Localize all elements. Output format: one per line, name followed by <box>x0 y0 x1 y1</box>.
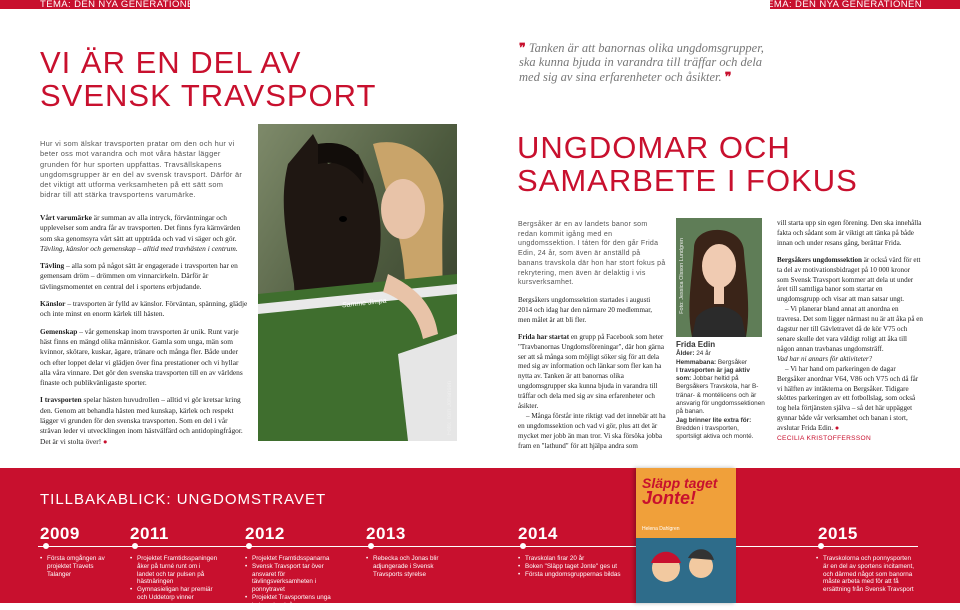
section-tag-right: TEMA: DEN NYA GENERATIONEN <box>760 0 922 10</box>
book-author: Helena Dahlgren <box>642 526 680 532</box>
timeline-items-2014 <box>518 555 628 578</box>
horse-photo <box>258 124 457 441</box>
profile-name: Frida Edin <box>676 340 716 349</box>
timeline-items-2015 <box>816 555 918 594</box>
timeline-dot <box>818 543 824 549</box>
paragraph-startades: Bergsåkers ungdomssektion startades i augusti 2014 och idag har den närmare 20 medlemmar, men målet är att bli fler. <box>518 296 653 324</box>
right-title-line1: UNGDOMAR OCH <box>517 130 791 165</box>
section-tag-left: TEMA: DEN NYA GENERATIONEN <box>40 0 202 10</box>
profile-box <box>676 341 766 442</box>
timeline-dot <box>520 543 526 549</box>
timeline-year-2014: 2014 <box>518 524 558 543</box>
book-cover <box>636 468 736 603</box>
profile-extra: Jag brinner lite extra för: Bredden i travsporten, sportsligt aktiva och monté. <box>676 416 754 441</box>
quote-open-icon: ❞ <box>519 41 529 55</box>
profile-role: I travsporten är jag aktiv som: Jobbar heltid på Bergsåkers Travskola, har B-tränar- & montélicens och är ansvarig för ungdomssektionen på banan. <box>676 366 765 416</box>
profile-age: Ålder: 24 år <box>676 350 711 358</box>
horse-photo-image <box>258 124 457 441</box>
timeline-item: • Gymnasieligan har premiär och Uddetorp vinner <box>130 586 218 602</box>
pull-quote: ❞ Tanken är att banornas olika ungdomsgrupper, ska kunna bjuda in varandra till träffar och dela med sig av sina erfarenheter och åsikter. ❞ <box>519 41 764 84</box>
timeline-item: • Rebecka och Jonas blir adjungerade i Svensk Travsports styrelse <box>366 555 452 578</box>
portrait-photo <box>676 218 762 337</box>
paragraph-varumarke: Vårt varumärke är summan av alla intryck, förväntningar och upplevelser som andra får av travsporten. Det finns fyra kärnvärden som ska genomsyra vårt sätt att uppträda och vad vi säger och gör. Tävling, känslor och gemenskap – alltid med travhästen i centrum. <box>40 213 241 253</box>
left-title-line1: VI ÄR EN DEL AV <box>40 45 302 80</box>
timeline-dot <box>132 543 138 549</box>
timeline-item: • Projektet Framtidsspanarna <box>245 555 337 563</box>
quote-close-icon: ❞ <box>721 69 732 84</box>
timeline-item: • Första ungdomsgruppernas bildas <box>518 571 628 579</box>
paragraph-planerar: – Vi planerar bland annat att anordna en travresa. Det som ligger närmast nu är att åka på en dagstur ner till Gävletravet då de kör V75 och senare skulle det vara väldigt roligt att åka till någon annan travbanas ungdomsträff. <box>777 305 923 353</box>
timeline-item: • Svensk Travsport tar över ansvaret för tävlingsverksamheten i ponnytravet <box>245 563 337 594</box>
left-title-line2: SVENSK TRAVSPORT <box>40 78 377 114</box>
book-title-line2: Jonte! <box>642 488 696 508</box>
left-intro: Hur vi som älskar travsporten pratar om den och hur vi beter oss mot varandra och mot våra hästar lägger grunden för hur sporten uppfattas. Travsällskapens ungdomsgrupper är en del av svensk travsport. Därför är det viktigt att utforma verksamheten på ett sätt som bidrar till att stärka travsportens varumärke. <box>40 139 243 200</box>
timeline-year-2009: 2009 <box>40 524 80 543</box>
timeline-items-2013 <box>366 555 452 578</box>
timeline-year-2011: 2011 <box>130 524 169 543</box>
right-intro: Bergsåker är en av landets banor som redan kommit igång med en ungdomssektion. I táten för den går Frida Edin, 24 år, som även är anställd på banans travskola där hon har stort fokus på rekrytering, men även är delaktig i vis kursverksamhet. <box>518 221 666 287</box>
paragraph-kanslor: Känslor – travsporten är fylld av känslor. Förväntan, spänning, glädje och inte minst en enorm kärlek till hästen. <box>40 299 248 319</box>
timeline-items-2009 <box>40 555 112 578</box>
portrait-photo-credit: Foto: Jessica Olsson Lundgren <box>679 238 685 314</box>
horse-photo-credit: Foto: Tom Johansen <box>447 380 453 435</box>
paragraph-gemenskap: Gemenskap – vår gemenskap inom travsporten är unik. Runt varje häst finns en mängd olika människor. Gamla som unga, män som kvinnor, skötare, kuskar, ägare, tränare och många fler. Både under och efter loppet delar vi glädjen över fina prestationer och vi hyllar alla våra vinnare. Det gör den svenska travsporten till en av världens finaste och publikvänligaste sporter. <box>40 326 243 388</box>
timeline-item: • Projektet Framtidsspaningen åker på turné runt om i landet och tar pulsen på hästnäringen <box>130 555 218 586</box>
paragraph-facebook: Frida har startat en grupp på Facebook som heter "Travbanornas Ungdomsföreningar", där hon gärna ser att så många som möjligt söker sig för att dela med sig av information och länkar som fler kan ha nytta av. Tanken är att banornas olika ungdomsgrupper ska kunna bjuda in varandra till träffar och dela med sig av sina erfarenheter och åsikter. <box>518 332 664 411</box>
portrait-image <box>676 218 762 337</box>
book-title <box>642 476 717 506</box>
right-col1 <box>518 296 666 452</box>
paragraph-bergsaker: Bergsåkers ungdomssektion är också värd för ett ta del av motivationsbidraget på 10 000 kronor som Svensk Travsport kommer att dela ut under året till samtliga banor som startar en ungdomsgrupp och visar att man satsar ungt. <box>777 255 921 304</box>
timeline-item: • Travskolan firar 20 år <box>518 555 628 563</box>
timeline-year-2015: 2015 <box>818 524 858 543</box>
left-title <box>40 46 376 113</box>
blanket-text: Samme Jimpa <box>341 297 387 310</box>
paragraph-vill-starta: vill starta upp sin egen förening. Den ska innehålla fakta och sådant som är viktigt att tänka på både innan och under resans gång, berättar Frida. <box>777 219 922 247</box>
paragraph-parkering: – Vi har hand om parkeringen de dagar Bergsåker anordnar V64, V86 och V75 och då får vi hälften av intäkterna on Bergsåker. Tidigare sköttes parkeringen av ett fotbollslag, som också tog hela förtjänsten själva – så det här uppägget gynnar både vår verksamhet och banan i stort, avslutar Frida Edin. ● <box>777 364 919 433</box>
paragraph-travsporten: I travsporten spelar hästen huvudrollen – alltid vi gör kretsar kring den. Genom att behandla hästen med kunskap, kärlek och respekt lägger vi grunden för den svenska travsporten. Som en del i vår strävan leder vi utvecklingen inom hästvälfärd och antidopingfrågor. Det är vi stolta över! ● <box>40 395 243 446</box>
timeline-dot <box>43 543 49 549</box>
byline: CECILIA KRISTOFFERSSON <box>777 435 872 442</box>
right-col3 <box>777 219 923 434</box>
timeline-dot <box>246 543 252 549</box>
paragraph-manga: – Många förstår inte riktigt vad det innebär att ha en ungdomssektion och vad vi gör, plus att det är mycket mer jobb än man tror. Vi ska försöka jobba fram en "lathund" för att hjälpa andra som <box>518 411 666 450</box>
timeline-year-2012: 2012 <box>245 524 285 543</box>
paragraph-tavling: Tävling – alla som på något sätt är engagerade i travsporten har en gemensam dröm – drömmen om vinnarcirkeln. Därför är tävlingsmomentet en central del i sportens erbjudande. <box>40 261 238 291</box>
book-title-line1: Släpp taget <box>642 475 718 491</box>
right-title <box>517 131 858 197</box>
timeline-item: • Första omgången av projektet Travets Talanger <box>40 555 112 578</box>
timeline-items-2011 <box>130 555 218 602</box>
timeline-label: TILLBAKABLICK: UNGDOMSTRAVET <box>40 491 327 508</box>
timeline-items-2012 <box>245 555 337 610</box>
right-title-line2: SAMARBETE I FOKUS <box>517 163 858 198</box>
profile-home: Hemmabana: Bergsåker <box>676 358 748 366</box>
timeline-item: • Projektet Travsportens unga ledare drar igång <box>245 594 337 610</box>
timeline-item: • Boken "Släpp taget Jonte" ges ut <box>518 563 628 571</box>
timeline-item: • Travskolorna och ponnysporten är en del av sportens incitament, och därmed något som banorna måste arbeta med för att få ersättning från Svensk Travsport <box>816 555 918 594</box>
timeline-line <box>38 546 918 547</box>
timeline-year-2013: 2013 <box>366 524 406 543</box>
paragraph-question: Vad har ni annars för aktiviteter? <box>777 354 873 363</box>
timeline-dot <box>368 543 374 549</box>
left-body <box>40 213 248 447</box>
